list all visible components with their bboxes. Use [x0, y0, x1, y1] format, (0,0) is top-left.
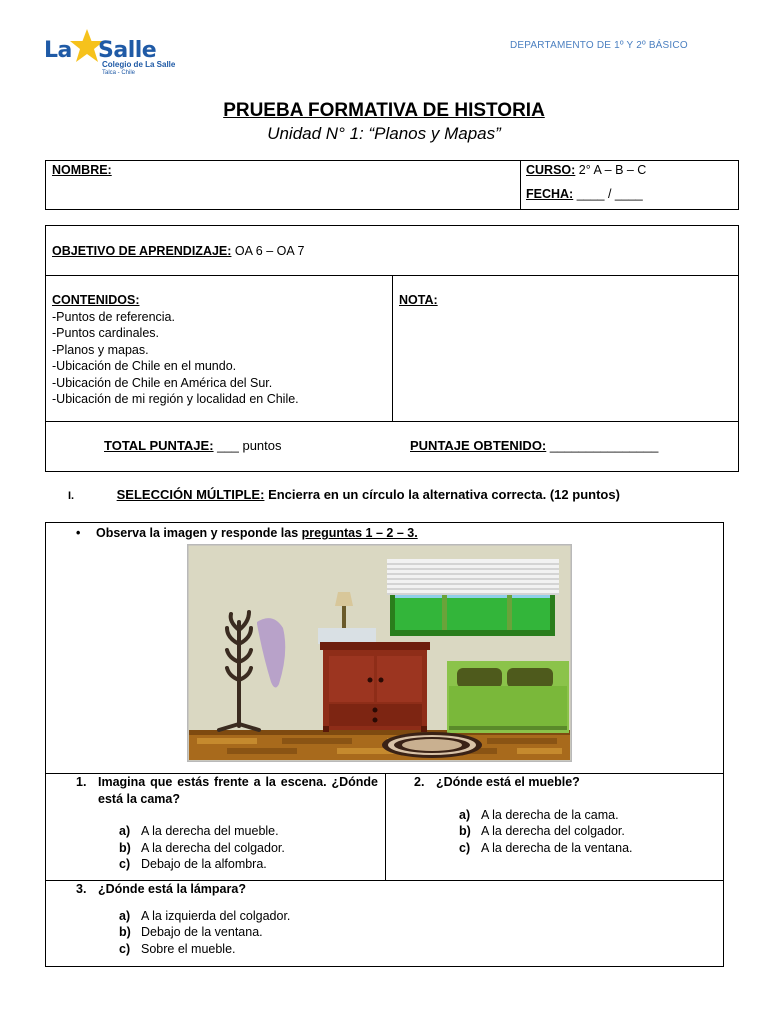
option-a[interactable]: a) A la derecha del mueble. [119, 824, 279, 838]
prompt-questions: preguntas 1 – 2 – 3. [301, 526, 418, 540]
total-score [104, 437, 282, 454]
section-heading [68, 486, 620, 505]
contents-label: CONTENIDOS: [52, 293, 140, 307]
section-label: SELECCIÓN MÚLTIPLE: [116, 487, 265, 502]
option-b[interactable]: b) A la derecha del colgador. [459, 824, 625, 838]
prompt-text: Observa la imagen y responde las [96, 526, 302, 540]
logo-city: Talca - Chile [102, 70, 136, 76]
dresser [320, 642, 430, 732]
question-1 [76, 774, 378, 873]
course-label: CURSO: [526, 163, 576, 177]
logo-word-la: La [44, 38, 72, 63]
obtained-score [410, 437, 658, 454]
logo-subtitle: Colegio de La Salle [102, 60, 176, 69]
question-text: ¿Dónde está la lámpara? [98, 882, 246, 896]
objective-box [45, 225, 739, 472]
total-score-value: ___ puntos [217, 438, 282, 453]
section-instruction: Encierra en un círculo la alternativa correcta. (12 puntos) [268, 487, 620, 502]
obtained-score-value: _______________ [549, 438, 659, 453]
page-subtitle: Unidad N° 1: “Planos y Mapas” [267, 124, 501, 143]
option-b[interactable]: b) A la derecha del colgador. [119, 840, 285, 855]
date-field [526, 186, 643, 203]
question-2 [414, 774, 714, 856]
objective-row [52, 243, 304, 260]
date-value: ____ / ____ [576, 187, 643, 201]
room-illustration [187, 544, 572, 762]
objective-value: OA 6 – OA 7 [234, 244, 305, 258]
contents-item: -Puntos cardinales. [52, 326, 160, 340]
round-rug [382, 732, 482, 758]
question-number: 3. [76, 882, 87, 896]
question-text: ¿Dónde está el mueble? [436, 775, 580, 789]
student-info-box [45, 160, 739, 210]
school-logo [44, 28, 194, 80]
bed [447, 661, 569, 733]
objective-label: OBJETIVO DE APRENDIZAJE: [52, 244, 232, 258]
questions-box [45, 522, 724, 967]
course-value: 2° A – B – C [578, 163, 647, 177]
name-label: NOMBRE: [52, 163, 112, 177]
course-field [526, 162, 646, 179]
question-number: 1. [76, 775, 87, 789]
contents-item: -Ubicación de Chile en América del Sur. [52, 375, 273, 390]
date-label: FECHA: [526, 187, 574, 201]
total-score-label: TOTAL PUNTAJE: [104, 438, 214, 453]
question-3 [76, 881, 676, 957]
bullet-icon: • [76, 526, 81, 540]
question-text: Imagina que estás frente a la escena. ¿Dónde está la cama? [98, 775, 378, 806]
page-title: PRUEBA FORMATIVA DE HISTORIA [223, 100, 545, 121]
contents-item: -Puntos de referencia. [52, 309, 175, 324]
section-number: I. [68, 490, 75, 502]
contents-item: -Planos y mapas. [52, 342, 149, 357]
option-a[interactable]: a) A la derecha de la cama. [459, 807, 619, 822]
wooden-floor [189, 730, 570, 760]
option-b[interactable]: b) Debajo de la ventana. [119, 925, 263, 939]
logo-word-salle: Salle [98, 38, 157, 63]
obtained-score-label: PUNTAJE OBTENIDO: [410, 438, 547, 453]
dresser-cloth [318, 628, 376, 644]
option-a[interactable]: a) A la izquierda del colgador. [119, 908, 291, 923]
department-label: DEPARTAMENTO DE 1º Y 2º BÁSICO [510, 40, 688, 51]
option-c[interactable]: c) Debajo de la alfombra. [119, 857, 267, 871]
window-blinds [387, 559, 559, 595]
grade-label: NOTA: [399, 293, 438, 307]
contents-item: -Ubicación de mi región y localidad en Chile. [52, 392, 299, 406]
option-c[interactable]: c) Sobre el mueble. [119, 941, 236, 956]
image-prompt [76, 525, 418, 542]
option-c[interactable]: c) A la derecha de la ventana. [459, 840, 633, 855]
contents-block [52, 292, 299, 408]
contents-item: -Ubicación de Chile en el mundo. [52, 359, 237, 373]
question-number: 2. [414, 775, 425, 789]
